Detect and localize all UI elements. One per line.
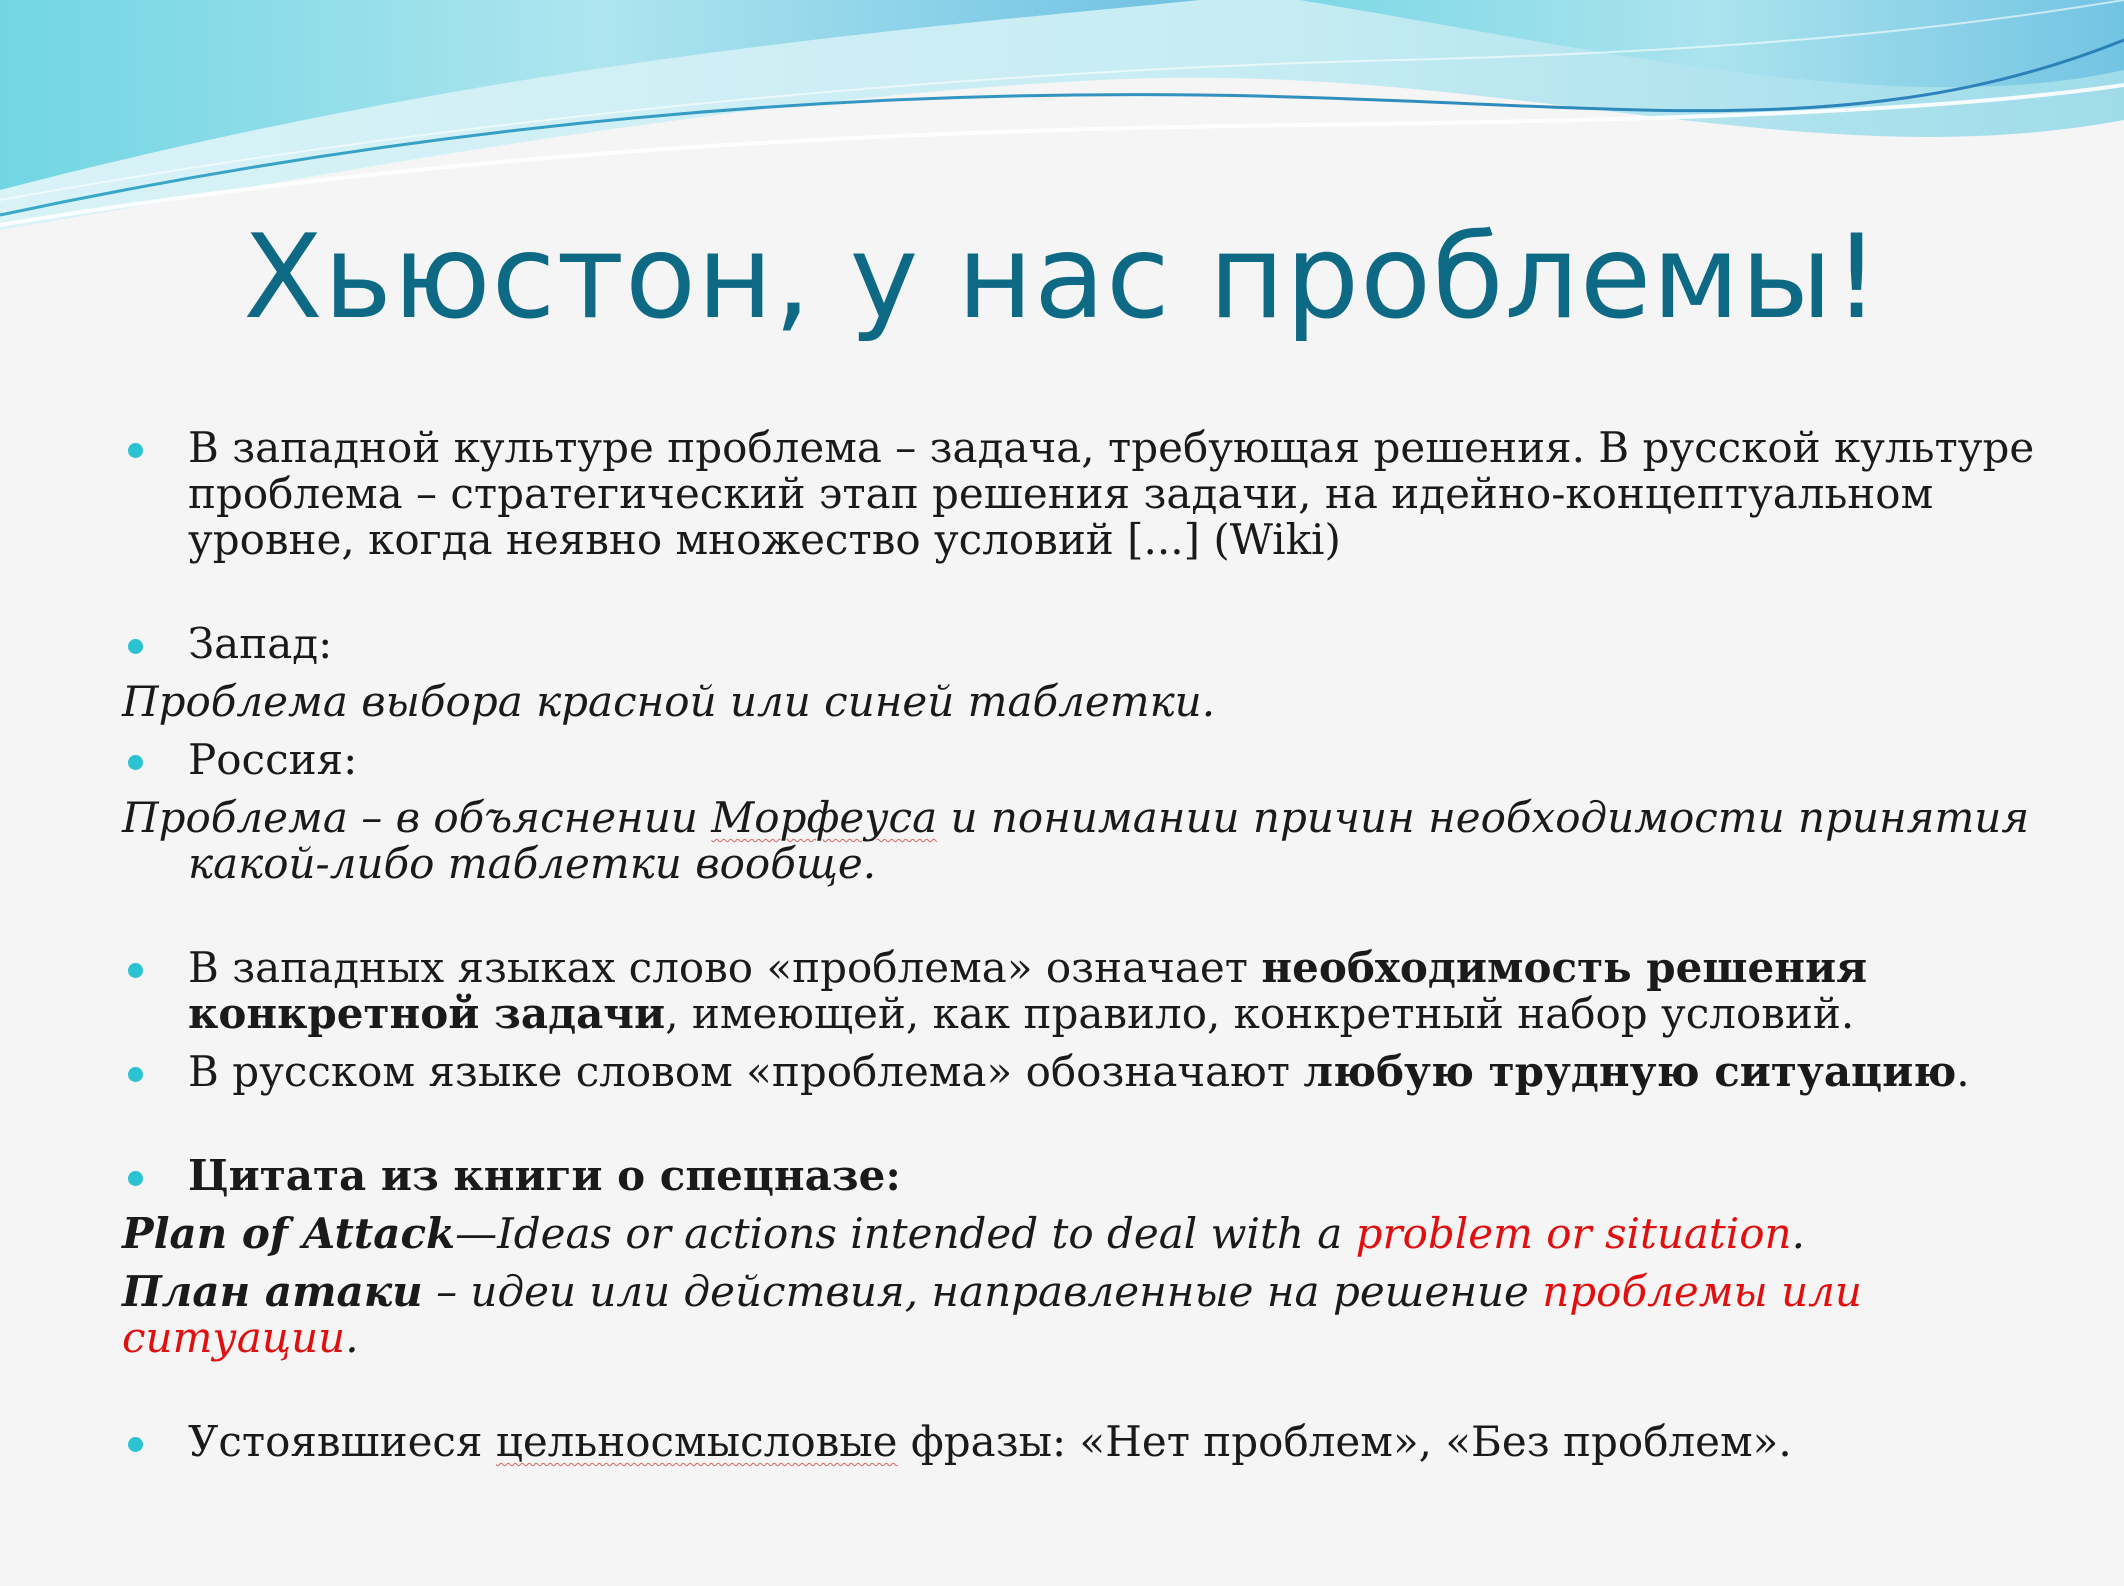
bullet-russian-language <box>118 1049 2038 1095</box>
text-part: —Ideas or actions intended to deal with a <box>455 1209 1356 1258</box>
bullet-icon <box>128 1067 143 1082</box>
text-part: Устоявшиеся <box>188 1417 496 1466</box>
text-part: В русском языке словом «проблема» обозначают <box>188 1047 1304 1096</box>
spellcheck-word: Морфеуса <box>711 793 938 842</box>
bullet-set-phrases <box>118 1419 2038 1465</box>
slide-body <box>118 425 2038 1465</box>
text-red: problem or situation <box>1355 1209 1792 1258</box>
bullet-quote-header <box>118 1153 2038 1199</box>
bullet-western-culture <box>118 425 2038 563</box>
bullet-icon <box>128 755 143 770</box>
text-part: и понимании причин необходимости принятия какой-либо таблетки вообще. <box>188 793 2030 888</box>
bullet-russia <box>118 737 2038 783</box>
text-part: Проблема – в объяснении <box>122 793 712 842</box>
quote-english <box>118 1211 2038 1257</box>
quote-russian <box>118 1269 2038 1361</box>
text-part: В западных языках слово «проблема» означает <box>188 943 1262 992</box>
bullet-icon <box>128 443 143 458</box>
bullet-icon <box>128 639 143 654</box>
bullet-text: В западной культуре проблема – задача, требующая решения. В русской культуре проблема – стратегический этап решения задачи, на идейно-концептуальном уровне, когда неявно множество условий [...] (Wiki) <box>188 423 2035 564</box>
text-bold: любую трудную ситуацию <box>1303 1047 1957 1096</box>
text-part: . <box>1791 1209 1805 1258</box>
bullet-western-languages <box>118 945 2038 1037</box>
slide-title: Хьюстон, у нас проблемы! <box>243 210 1881 345</box>
text-part: . <box>345 1313 359 1362</box>
bullet-icon <box>128 1437 143 1452</box>
text-part: фразы: «Нет проблем», «Без проблем». <box>897 1417 1792 1466</box>
text-bold: Plan of Attack <box>122 1209 456 1258</box>
spellcheck-word: цельносмысловые <box>495 1417 898 1466</box>
bullet-west <box>118 621 2038 667</box>
text-part: , имеющей, как правило, конкретный набор условий. <box>665 989 1855 1038</box>
text-bold: необходимость решения конкретной задачи <box>188 943 1868 1038</box>
text-part: – идеи или действия, направленные на решение <box>422 1267 1543 1316</box>
bullet-text: Запад: <box>188 619 333 668</box>
russia-example <box>118 795 2038 887</box>
bullet-text: Цитата из книги о спецназе: <box>188 1151 901 1200</box>
text-red: проблемы или ситуации <box>122 1267 1862 1362</box>
bullet-icon <box>128 1171 143 1186</box>
text-bold: План атаки <box>122 1267 423 1316</box>
bullet-icon <box>128 963 143 978</box>
text-part: . <box>1956 1047 1970 1096</box>
west-example: Проблема выбора красной или синей таблетки. <box>122 677 1216 726</box>
bullet-text: Россия: <box>188 735 358 784</box>
